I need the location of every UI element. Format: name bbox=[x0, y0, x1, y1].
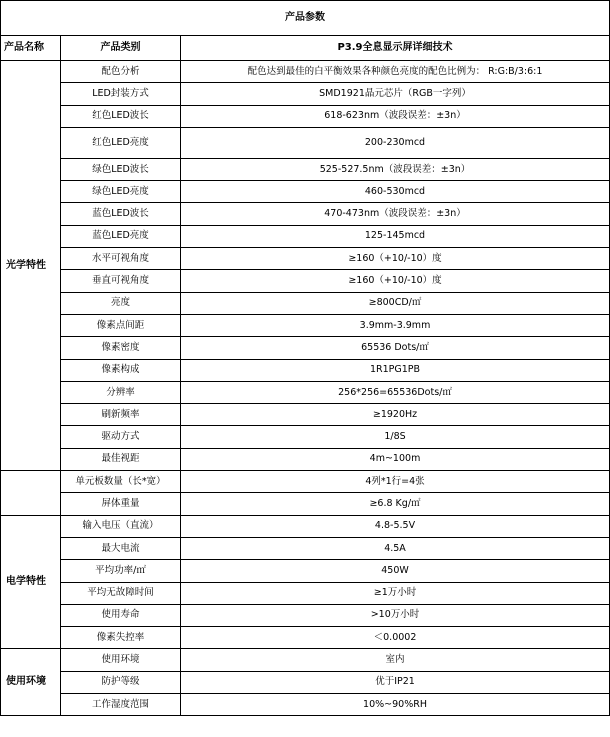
spec-name: 绿色LED波长 bbox=[61, 158, 181, 180]
table-row bbox=[1, 448, 610, 470]
spec-name: 绿色LED亮度 bbox=[61, 181, 181, 203]
title-row bbox=[1, 1, 610, 36]
spec-name: 刷新频率 bbox=[61, 404, 181, 426]
spec-value: ≥6.8 Kg/㎡ bbox=[181, 493, 610, 515]
table-row bbox=[1, 671, 610, 693]
table-row bbox=[1, 604, 610, 626]
spec-name: 最大电流 bbox=[61, 537, 181, 559]
table-row bbox=[1, 292, 610, 314]
spec-value: 1R1PG1PB bbox=[181, 359, 610, 381]
spec-name: 分辨率 bbox=[61, 381, 181, 403]
spec-value: 10%~90%RH bbox=[181, 694, 610, 716]
group-label: 电学特性 bbox=[1, 515, 61, 649]
spec-name: 使用环境 bbox=[61, 649, 181, 671]
spec-value: 室内 bbox=[181, 649, 610, 671]
table-row bbox=[1, 627, 610, 649]
table-row bbox=[1, 582, 610, 604]
spec-name: 蓝色LED亮度 bbox=[61, 225, 181, 247]
spec-value: ≥800CD/㎡ bbox=[181, 292, 610, 314]
spec-value: 优于IP21 bbox=[181, 671, 610, 693]
table-row bbox=[1, 471, 610, 493]
group-label: 光学特性 bbox=[1, 61, 61, 471]
table-row bbox=[1, 181, 610, 203]
spec-value: 配色达到最佳的白平衡效果各种颜色亮度的配色比例为： R:G:B/3:6:1 bbox=[181, 61, 610, 83]
table-title: 产品参数 bbox=[1, 1, 610, 36]
table-row bbox=[1, 426, 610, 448]
spec-value: 618-623nm（波段误差：±3n） bbox=[181, 105, 610, 127]
spec-value: 4m~100m bbox=[181, 448, 610, 470]
spec-value: ≥1万小时 bbox=[181, 582, 610, 604]
spec-name: 平均无故障时间 bbox=[61, 582, 181, 604]
spec-name: 使用寿命 bbox=[61, 604, 181, 626]
spec-value: 3.9mm-3.9mm bbox=[181, 314, 610, 336]
spec-value: 65536 Dots/㎡ bbox=[181, 337, 610, 359]
table-row bbox=[1, 83, 610, 105]
header-category: 产品类别 bbox=[61, 36, 181, 61]
spec-name: 像素密度 bbox=[61, 337, 181, 359]
spec-value: 4列*1行=4张 bbox=[181, 471, 610, 493]
spec-name: 蓝色LED波长 bbox=[61, 203, 181, 225]
group-label bbox=[1, 471, 61, 516]
spec-value: 460-530mcd bbox=[181, 181, 610, 203]
table-row bbox=[1, 61, 610, 83]
spec-name: 垂直可视角度 bbox=[61, 270, 181, 292]
spec-value: 470-473nm（波段误差：±3n） bbox=[181, 203, 610, 225]
table-row bbox=[1, 694, 610, 716]
table-row bbox=[1, 127, 610, 158]
table-row bbox=[1, 515, 610, 537]
spec-value: SMD1921晶元芯片（RGB一字列） bbox=[181, 83, 610, 105]
spec-name: 像素构成 bbox=[61, 359, 181, 381]
spec-value: ≥1920Hz bbox=[181, 404, 610, 426]
table-row bbox=[1, 359, 610, 381]
spec-name: 平均功率/㎡ bbox=[61, 560, 181, 582]
spec-name: LED封装方式 bbox=[61, 83, 181, 105]
table-row bbox=[1, 225, 610, 247]
table-row bbox=[1, 560, 610, 582]
spec-name: 红色LED波长 bbox=[61, 105, 181, 127]
table-row bbox=[1, 270, 610, 292]
header-name: 产品名称 bbox=[1, 36, 61, 61]
group-label: 使用环境 bbox=[1, 649, 61, 716]
table-row bbox=[1, 337, 610, 359]
spec-value: 450W bbox=[181, 560, 610, 582]
table-row bbox=[1, 493, 610, 515]
spec-value: 1/8S bbox=[181, 426, 610, 448]
spec-name: 配色分析 bbox=[61, 61, 181, 83]
spec-value: 525-527.5nm（波段误差：±3n） bbox=[181, 158, 610, 180]
spec-value: ≥160（+10/-10）度 bbox=[181, 248, 610, 270]
spec-value: ＜0.0002 bbox=[181, 627, 610, 649]
spec-name: 亮度 bbox=[61, 292, 181, 314]
spec-value: ≥160（+10/-10）度 bbox=[181, 270, 610, 292]
table-row bbox=[1, 381, 610, 403]
table-row bbox=[1, 649, 610, 671]
table-row bbox=[1, 248, 610, 270]
spec-value: 4.5A bbox=[181, 537, 610, 559]
spec-name: 输入电压（直流） bbox=[61, 515, 181, 537]
spec-name: 工作湿度范围 bbox=[61, 694, 181, 716]
spec-name: 驱动方式 bbox=[61, 426, 181, 448]
table-row bbox=[1, 404, 610, 426]
spec-value: 4.8-5.5V bbox=[181, 515, 610, 537]
spec-value: 200-230mcd bbox=[181, 127, 610, 158]
spec-name: 单元板数量（长*宽） bbox=[61, 471, 181, 493]
spec-name: 屏体重量 bbox=[61, 493, 181, 515]
spec-value: 125-145mcd bbox=[181, 225, 610, 247]
spec-name: 水平可视角度 bbox=[61, 248, 181, 270]
table-row bbox=[1, 314, 610, 336]
table-row bbox=[1, 203, 610, 225]
spec-value: >10万小时 bbox=[181, 604, 610, 626]
spec-value: 256*256=65536Dots/㎡ bbox=[181, 381, 610, 403]
spec-name: 红色LED亮度 bbox=[61, 127, 181, 158]
spec-name: 防护等级 bbox=[61, 671, 181, 693]
spec-name: 像素失控率 bbox=[61, 627, 181, 649]
table-row bbox=[1, 158, 610, 180]
header-row bbox=[1, 36, 610, 61]
header-detail: P3.9全息显示屏详细技术 bbox=[181, 36, 610, 61]
table-row bbox=[1, 537, 610, 559]
table-row bbox=[1, 105, 610, 127]
spec-name: 最佳视距 bbox=[61, 448, 181, 470]
spec-name: 像素点间距 bbox=[61, 314, 181, 336]
